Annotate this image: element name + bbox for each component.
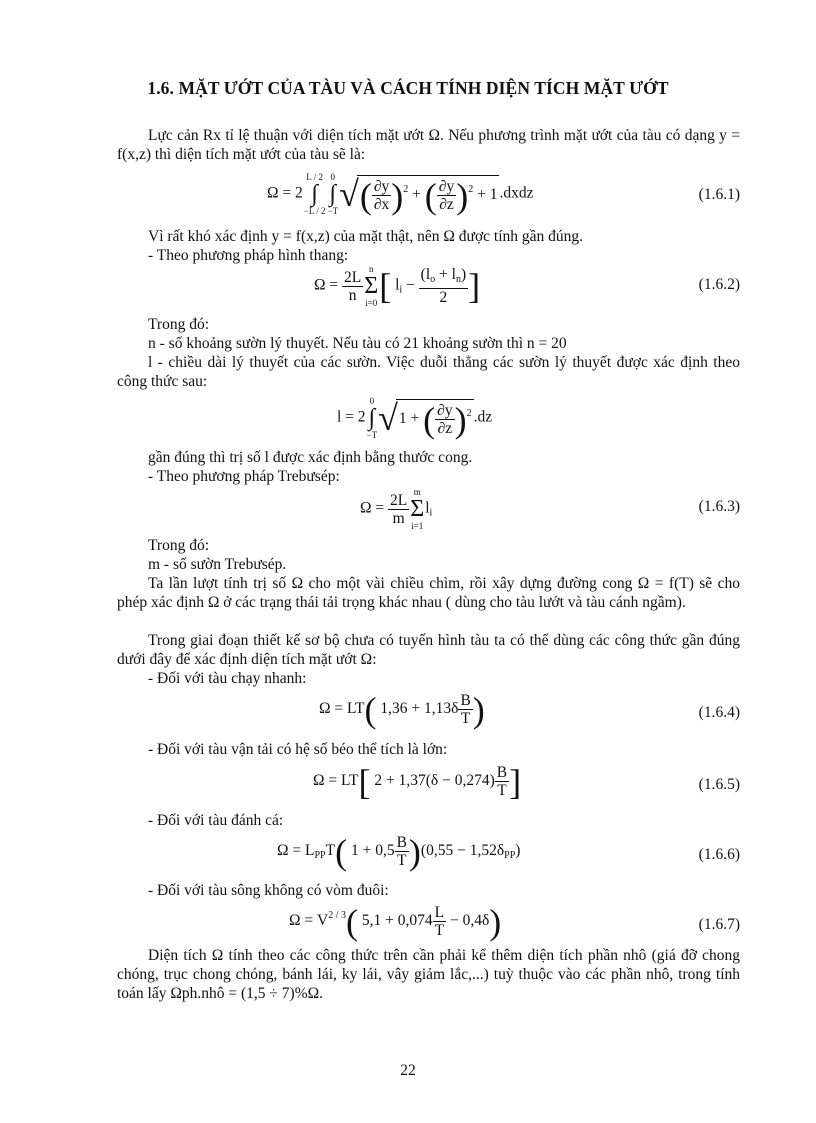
paragraph: - Theo phương pháp Trebưsép: (148, 468, 340, 485)
equation-1-6-1: Ω = 2L / 2 ∫ −L / 20 ∫ −T√( $\frac{\partial y}{\partial x}$ )$^2$ + ( $\frac{\partial y}{\partial z}$ )$^2$ + 1 .dxdz (1.6.1) (267, 172, 740, 216)
equation-number: (1.6.1) (698, 186, 740, 203)
paragraph: Diện tích Ω tính theo các công thức trên cần phải kể thêm diện tích phần nhô (giá đỡ chong chóng, trục chong chóng, bánh lái, ky lái, vây giảm lắc,...) tuỳ thuộc vào các phần nhô, trong tính toán lấy Ωph.nhô = (1,5 ÷ 7)%Ω. (117, 947, 740, 1002)
equation-number: (1.6.6) (698, 846, 740, 863)
equation-1-6-3: Ω = $\frac{2L}{m}$ m Σ $i=1l_i$ (1.6.3) (360, 487, 740, 531)
equation-1-6-2: Ω = $\frac{2L}{n}$ n Σ i=0[ $l_i$ − $\frac{(l_o + l_n)}{2}$ ] (1.6.2) (314, 264, 740, 308)
paragraph: l - chiều dài lý thuyết của các sườn. Việc duỗi thẳng các sườn lý thuyết được xác định theo công thức sau: (117, 354, 740, 390)
paragraph: - Đối với tàu sông không có vòm đuôi: (148, 882, 389, 899)
equation-1-6-4: Ω = LT( 1,36 + 1,13δ $\frac{B}{T}$ ) (1.6.4) (319, 689, 740, 730)
equation-number: (1.6.7) (698, 916, 740, 933)
paragraph: Trong đó: (148, 537, 210, 554)
equation-number: (1.6.5) (698, 776, 740, 793)
paragraph: Vì rất khó xác định y = f(x,z) của mặt thật, nên Ω được tính gần đúng. (148, 228, 584, 245)
paragraph: - Đối với tàu đánh cá: (148, 812, 284, 829)
equation-1-6-5: Ω = LT[ 2 + 1,37(δ − 0,274) $\frac{B}{T}$ ] (1.6.5) (313, 761, 740, 802)
equation-1-6-6: $\Omega = L_{PP}T$( 1 + 0,5 $\frac{B}{T}$ )$(0,55 - 1,52\delta_{PP})$ (1.6.6) (277, 831, 740, 872)
paragraph: n - số khoảng sườn lý thuyết. Nếu tàu có 21 khoảng sườn thì n = 20 (148, 335, 567, 352)
paragraph: - Đối với tàu chạy nhanh: (148, 670, 307, 687)
paragraph: m - số sườn Trebưsép. (148, 556, 287, 573)
paragraph: - Theo phương pháp hình thang: (148, 247, 349, 264)
paragraph: Trong đó: (148, 316, 210, 333)
page-number: 22 (400, 1062, 416, 1079)
paragraph: Trong giai đoạn thiết kế sơ bộ chưa có tuyến hình tàu ta có thể dùng các công thức gần đúng dưới đây để xác định diện tích mặt ướt Ω: (117, 632, 740, 668)
paragraph: gần đúng thì trị số l được xác định bằng thước cong. (148, 449, 473, 466)
equation-number: (1.6.2) (698, 276, 740, 293)
equation-number: (1.6.3) (698, 498, 740, 515)
equation-l: l = 20 ∫ −T√1 + ( $\frac{\partial y}{\partial z}$ )$^2$ .dz (337, 396, 493, 440)
equation-1-6-7: $\Omega = V^{2 / 3}$( 5,1 + 0,074 $\frac{L}{T}$ − 0,4δ) (1.6.7) (289, 901, 740, 942)
paragraph: Lực cản Rx tỉ lệ thuận với diện tích mặt ướt Ω. Nếu phương trình mặt ướt của tàu có dạng y = f(x,z) thì diện tích mặt ướt của tàu sẽ là: (117, 127, 740, 163)
paragraph: - Đối với tàu vận tải có hệ số béo thể tích là lớn: (148, 741, 448, 758)
section-title: 1.6. MẶT ƯỚT CỦA TÀU VÀ CÁCH TÍNH DIỆN TÍCH MẶT ƯỚT (147, 78, 669, 98)
paragraph: Ta lần lượt tính trị số Ω cho một vài chiều chìm, rồi xây dựng đường cong Ω = f(T) sẽ cho phép xác định Ω ở các trạng thái tải trọng khác nhau ( dùng cho tàu lướt và tàu cánh ngầm). (117, 575, 740, 611)
equation-number: (1.6.4) (698, 704, 740, 721)
